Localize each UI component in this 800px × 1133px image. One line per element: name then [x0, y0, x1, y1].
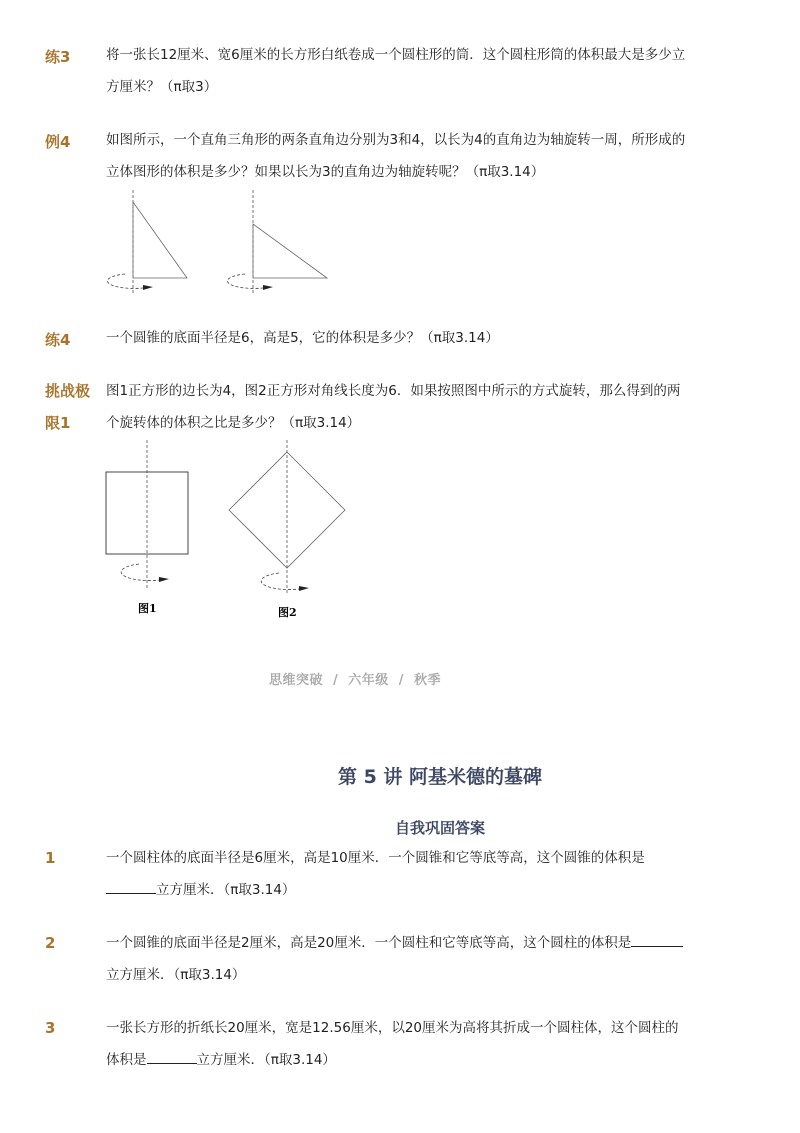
challenge-text: [106, 375, 718, 439]
footer-separator: /: [332, 673, 339, 688]
text-segment: 体积是: [106, 1052, 147, 1068]
square-rotation-figures: [95, 440, 355, 625]
triangle-rotation-figures: [95, 190, 345, 300]
footer-book: 思维突破: [268, 673, 323, 688]
answer-number: 2: [45, 934, 56, 952]
text-line: 如图所示，一个直角三角形的两条直角边分别为3和4，以长为4的直角边为轴旋转一周，所形成的: [106, 132, 686, 148]
label-line: 挑战极: [45, 382, 91, 400]
text-line: [106, 927, 718, 959]
footer-season: 秋季: [414, 673, 442, 688]
square-figure-2: [229, 440, 345, 619]
text-line: 一张长方形的折纸长20厘米，宽是12.56厘米，以20厘米为高将其折成一个圆柱体，这个圆柱的: [106, 1020, 679, 1036]
text-line: 立体图形的体积是多少？如果以长为3的直角边为轴旋转呢？（π取3.14）: [106, 164, 545, 180]
fig1-caption: 图1: [138, 602, 157, 615]
challenge-label: [45, 375, 90, 439]
answers-title: 自我巩固答案: [394, 819, 485, 837]
answer-text: [106, 842, 718, 906]
fig2-caption: 图2: [278, 606, 297, 619]
lecture-title: 第 5 讲 阿基米德的墓碑: [337, 766, 543, 788]
answer-blank[interactable]: [106, 879, 156, 894]
label-line: 限1: [45, 414, 71, 432]
text-line: 一个圆锥的底面半径是6，高是5，它的体积是多少？（π取3.14）: [106, 330, 499, 346]
text-line: 个旋转体的体积之比是多少？（π取3.14）: [106, 415, 361, 431]
text-line: 图1正方形的边长为4，图2正方形对角线长度为6．如果按照图中所示的方式旋转，那么得到的两: [106, 383, 681, 399]
answer-blank[interactable]: [631, 932, 683, 947]
answer-text: [106, 927, 718, 991]
example-label: 例4: [45, 133, 71, 151]
footer-separator: /: [398, 673, 404, 688]
triangle-figure-2: [227, 190, 327, 294]
text-line: 方厘米？（π取3）: [106, 79, 218, 95]
answer-number: 1: [45, 849, 56, 867]
exercise-text: [106, 322, 718, 354]
text-line: 立方厘米．（π取3.14）: [106, 967, 246, 983]
page-footer: [0, 669, 710, 688]
text-line: [106, 1044, 718, 1076]
text-line: 一个圆柱体的底面半径是6厘米，高是10厘米．一个圆锥和它等底等高，这个圆锥的体积是: [106, 850, 645, 866]
text-segment: 一个圆锥的底面半径是2厘米，高是20厘米．一个圆柱和它等底等高，这个圆柱的体积是: [106, 935, 632, 951]
answer-blank[interactable]: [147, 1049, 197, 1064]
text-segment: 立方厘米．（π取3.14）: [156, 882, 296, 898]
triangle-figure-1: [107, 190, 187, 294]
footer-grade: 六年级: [348, 673, 389, 688]
square-figure-1: [106, 440, 188, 615]
exercise-label: 练4: [45, 331, 71, 349]
answer-number: 3: [45, 1019, 56, 1037]
text-line: [106, 874, 718, 906]
text-segment: 立方厘米．（π取3.14）: [196, 1052, 336, 1068]
exercise-text: [106, 39, 718, 103]
example-text: [106, 124, 718, 188]
exercise-label: 练3: [45, 48, 71, 66]
answer-text: [106, 1012, 718, 1076]
text-line: 将一张长12厘米、宽6厘米的长方形白纸卷成一个圆柱形的筒．这个圆柱形筒的体积最大是多少立: [106, 47, 686, 63]
